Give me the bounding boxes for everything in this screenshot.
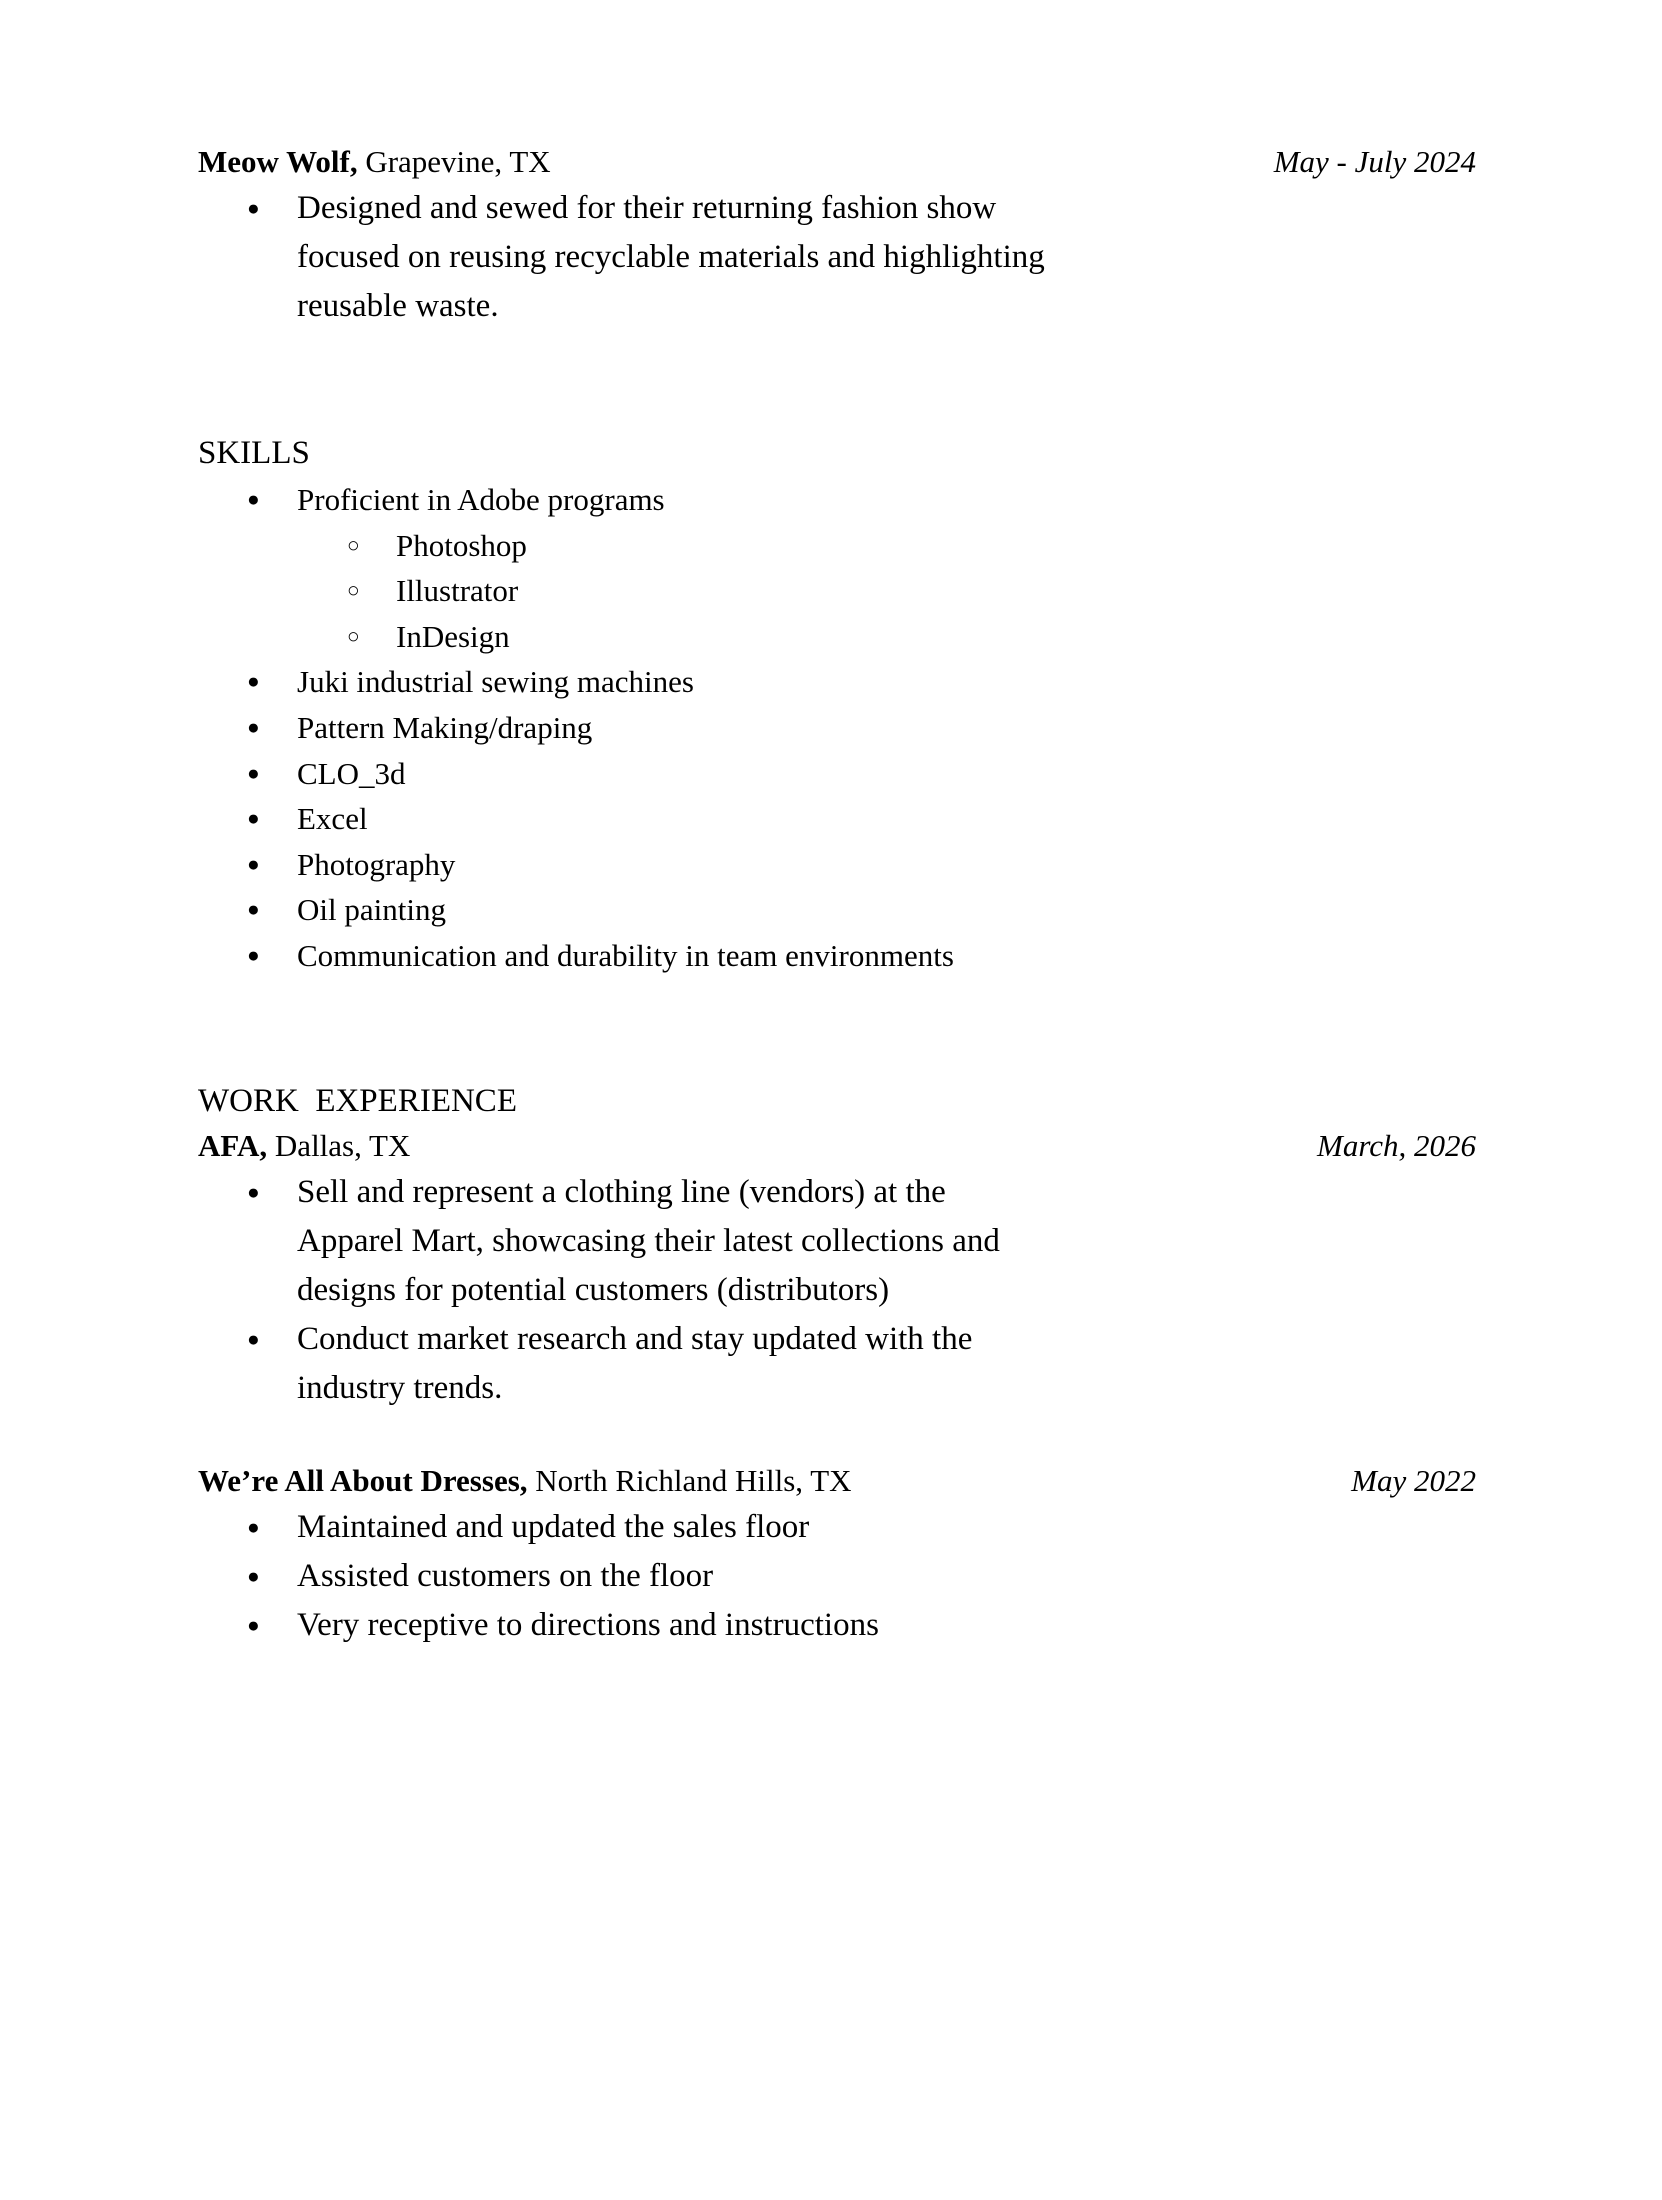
skills-heading: SKILLS: [198, 435, 310, 471]
employment-date: May - July 2024: [1273, 144, 1476, 179]
list-item: ● Assisted customers on the floor: [0, 1552, 1057, 1601]
afa-bullets: [0, 1168, 1057, 1413]
work-experience-heading: WORK EXPERIENCE: [198, 1083, 517, 1119]
list-item: ● Juki industrial sewing machines: [0, 659, 954, 705]
employer-name: We’re All About Dresses,: [198, 1463, 528, 1498]
list-item: ● Conduct market research and stay updated with the industry trends.: [0, 1315, 1057, 1413]
adobe-sublist: [297, 523, 954, 660]
dresses-header: [198, 1461, 1476, 1501]
sub-list-item: ○ InDesign: [297, 614, 954, 660]
employer-location: Dallas, TX: [267, 1128, 411, 1163]
list-item: ● Photography: [0, 842, 954, 888]
employment-date: March, 2026: [1317, 1128, 1476, 1163]
employer-name: AFA,: [198, 1128, 268, 1163]
meow-wolf-header: [198, 142, 1476, 182]
employer-location: Grapevine, TX: [357, 144, 551, 179]
list-item: [0, 477, 954, 659]
sub-list-item: ○ Illustrator: [297, 568, 954, 614]
employer-location: North Richland Hills, TX: [527, 1463, 852, 1498]
list-item: ● Designed and sewed for their returning fashion show focused on reusing recyclable materials and highlighting reusable waste.: [0, 184, 1057, 331]
meow-wolf-bullets: [0, 184, 1057, 331]
list-item: ● Communication and durability in team environments: [0, 933, 954, 979]
afa-header: [198, 1126, 1476, 1166]
list-item: ● Excel: [0, 796, 954, 842]
list-item: ● Sell and represent a clothing line (vendors) at the Apparel Mart, showcasing their latest collections and designs for potential customers (distributors): [0, 1168, 1057, 1315]
employment-date: May 2022: [1351, 1463, 1476, 1498]
dresses-bullets: [0, 1503, 1057, 1650]
sub-list-item: ○ Photoshop: [297, 523, 954, 569]
skills-list: [0, 477, 954, 979]
list-item: ● Oil painting: [0, 887, 954, 933]
list-item: ● Very receptive to directions and instructions: [0, 1601, 1057, 1650]
list-item: ● Maintained and updated the sales floor: [0, 1503, 1057, 1552]
list-item: ● CLO_3d: [0, 751, 954, 797]
list-item: ● Pattern Making/draping: [0, 705, 954, 751]
employer-name: Meow Wolf,: [198, 144, 358, 179]
skill-label: Proficient in Adobe programs: [297, 482, 665, 517]
